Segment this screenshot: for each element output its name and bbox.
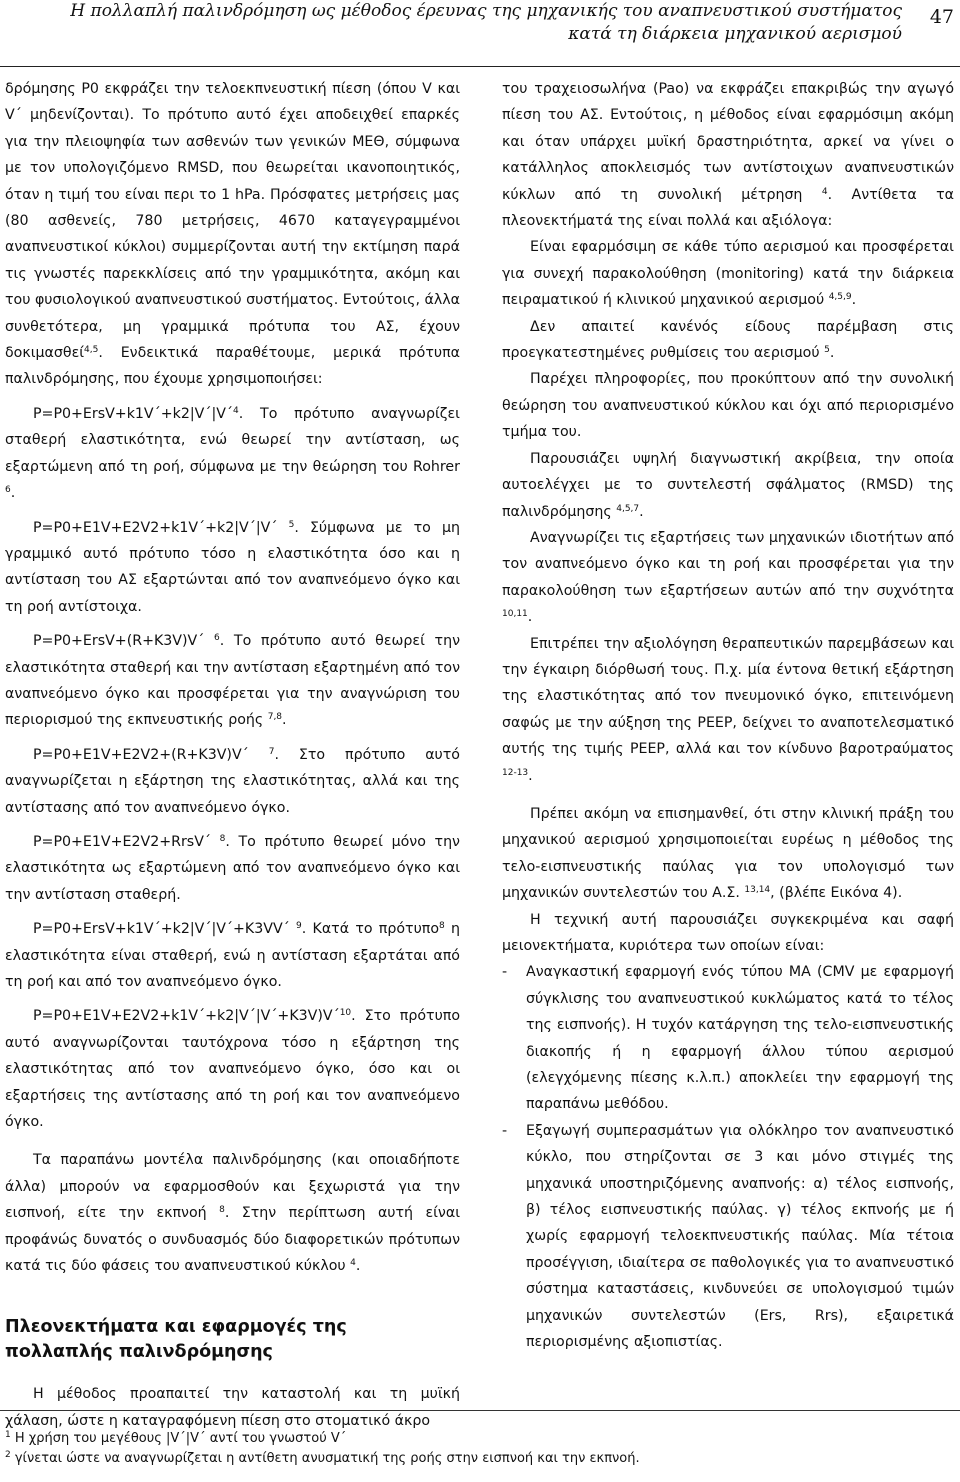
paragraph-intro: δρόμησης P0 εκφράζει την τελοεκπνευστική πίεση (όπου V και V΄ μηδενίζονται). Το πρότυπο αυτό έχει αποδειχθεί επαρκές για την πλειοψηφία των ασθενών των γενικών ΜΕΘ, σύμφωνα με τον υπολογιζόμενο RMSD, που θεωρείται ικανοποιητικός, όταν η τιμή του είναι περι το 1 hPa. Πρόσφατες μετρήσεις μας (80 ασθενείς, 780 μετρήσεις, 4670 καταγεγραμμένοι αναπνευστικοί κύκλοι) συμμερίζονται αυτή την εκτίμηση παρά τις γνωστές παρεκκλίσεις από την γραμμικότητα, ακόμη και του φυσιολογικού αναπνευστικού συστήματος. Εντούτοις, άλλα συνθετότερα, μη γραμμικά πρότυπα του ΑΣ, έχουν δοκιμασθεί$^{4,5}$. Ενδεικτικά παραθέτουμε, μερικά πρότυπα παλινδρόμησης, που έχουμε χρησιμοποιήσει: xyxy=(5,81,460,388)
equation: P=P0+E1V+E2V2+k1V΄+k2|V΄|V΄+K3V)V΄ xyxy=(33,1008,340,1025)
regression-model-1: P=P0+ErsV+k1V΄+k2|V΄|V΄$^4$. Το πρότυπο αναγνωρίζει σταθερή ελαστικότητα, ενώ θεωρεί την αντίσταση, ως εξαρτώμενη από τη ροή, σύμφωνα με την θεώρηση του Rohrer $^6$. xyxy=(5,405,460,502)
regression-model-4: P=P0+E1V+E2V2+(R+K3V)V΄ $^7$. Στο πρότυπο αυτό αναγνωρίζεται η εξάρτηση της ελαστικότητας, αλλά και της αντίστασης από τον αναπνεόμενο όγκο. xyxy=(5,746,460,816)
advantage-accuracy: Παρουσιάζει υψηλή διαγνωστική ακρίβεια, την οποία αυτοελέγχει με το συντελεστή σφάλματος (RMSD) της παλινδρόμησης $^{4,5,7}$. xyxy=(502,450,954,520)
regression-model-2: P=P0+E1V+E2V2+k1V΄+k2|V΄|V΄ $^5$. Σύμφωνα με το μη γραμμικό αυτό πρότυπο τόσο η ελαστικότητα όσο και η αντίσταση του ΑΣ εξαρτώνται από τον αναπνεόμενο όγκο και τη ροή αντίστοιχα. xyxy=(5,519,461,615)
page-header xyxy=(0,0,960,67)
right-column xyxy=(502,76,954,1356)
regression-model-5: P=P0+E1V+E2V2+RrsV΄ $^8$. Το πρότυπο θεωρεί μόνο την ελαστικότητα ως εξαρτώμενη από τον αναπνεόμενο όγκο και την αντίσταση σταθερή. xyxy=(5,833,460,903)
footnote-1: $^1$ Η χρήση του μεγέθους |V΄|V΄ αντί του γνωστού V΄ xyxy=(5,1430,347,1446)
left-column xyxy=(5,76,460,1434)
running-title xyxy=(70,0,902,46)
list-item: - Εξαγωγή συμπερασμάτων για ολόκληρο τον αναπνευστικό κύκλο, που στηρίζονται σε 3 και μόνο στιγμές της μηχανικά υποστηριζόμενης αναπνοής: α) τέλος εισπνοής, β) τέλος εισπνευστικής παύλας. γ) τέλος εκπνοής με ή χωρίς εφαρμογή τελοεκπνευστικής παύλας. Μία τέτοια προσέγγιση, ιδιαίτερα σε παθολογικές για το αναπνευστικό σύστημα καταστάσεις, κινδυνεύει σε υπολογισμού τιμών μηχανικών συντελεστών (Ers, Rrs), εξαιρετικά περιορισμένης αξιοπιστίας. xyxy=(502,1118,954,1356)
footnotes xyxy=(0,1410,960,1469)
paragraph-models-usage: Τα παραπάνω μοντέλα παλινδρόμησης (και οποιαδήποτε άλλα) μπορούν να εφαρμοσθούν και ξεχωριστά για την εισπνοή, είτε την εκπνοή $^8$. Στην περίπτωση αυτή είναι προφάνώς δυνατός ο συνδυασμός δύο διαφορετικών πρότυπων κατά τις δύο φάσεις του αναπνευστικού κύκλου $^4$. xyxy=(5,1152,460,1275)
equation: P=P0+ErsV+(R+K3V)V΄ xyxy=(33,633,205,650)
list-item: - Αναγκαστική εφαρμογή ενός τύπου ΜΑ (CMV με εφαρμογή σύγκλισης του αναπνευστικού κυκλώματος κατά το τέλος της εισπνοής). Η τυχόν κατάργηση της τελο-εισπνευστικής διακοπής ή η εφαρμογή άλλου τύπου αερισμού (ελεγχόμενης πίεσης κ.λ.π.) αποκλείει την εφαρμογή της παραπάνω μεθόδου. xyxy=(502,959,954,1117)
paragraph-method-requirements: Η μέθοδος προαπαιτεί την καταστολή και τη μυϊκή χάλαση, ώστε η καταγραφόμενη πίεση στο στοματικό άκρο xyxy=(5,1386,460,1429)
equation: P=P0+E1V+E2V2+RrsV΄ xyxy=(33,833,211,850)
equation: P=P0+ErsV+k1V΄+k2|V΄|V΄ xyxy=(33,405,234,422)
paragraph-end-inspiratory-pause: Πρέπει ακόμη να επισημανθεί, ότι στην κλινική πράξη του μηχανικού αερισμού χρησιμοποιείται ευρέως η μέθοδος της τελο-εισπνευστικής παύλας για τον υπολογισμό των μηχανικών συντελεστών του Α.Σ. $^{13,14}$, (βλέπε Εικόνα 4). xyxy=(502,805,954,902)
advantage-whole-cycle: Παρέχει πληροφορίες, που προκύπτουν από την συνολική θεώρηση του αναπνευστικού κύκλου και όχι από περιορισμένο τμήμα του. xyxy=(502,371,954,441)
disadvantages-list xyxy=(502,959,954,1355)
footnote-marker: 1 xyxy=(5,1430,11,1440)
equation: P=P0+E1V+E2V2+k1V΄+k2|V΄|V΄ xyxy=(33,519,278,536)
advantage-applicable: Είναι εφαρμόσιμη σε κάθε τύπο αερισμού και προσφέρεται για συνεχή παρακολούθηση (monitoring) κατά την διάρκεια πειραματικού ή κλινικού μηχανικού αερισμού $^{4,5,9}$. xyxy=(502,239,954,309)
advantage-no-intervention: Δεν απαιτεί κανένός είδους παρέμβαση στις προεγκατεστημένες ρυθμίσεις του αερισμού $^5$. xyxy=(502,318,954,362)
paragraph-continuation: του τραχειοσωλήνα (Pao) να εκφράζει επακριβώς την αγωγό πίεση του ΑΣ. Εντούτοις, η μέθοδος είναι εφαρμόσιμη ακόμη και όταν υπάρχει μυϊκή δραστηριότητα, αρκεί να γίνει ο κατάλληλος αποκλεισμός των αντίστοιχων αναπνευστικών κύκλων από τη συνολική μέτρηση $^4$. Αντίθετα τα πλεονεκτήματά της είναι πολλά και αξιόλογα: xyxy=(502,81,955,230)
footnote-2: $^2$ γίνεται ώστε να αναγνωρίζεται η αντίθετη ανυσματική της ροής στην εισπνοή και την εκπνοή. xyxy=(5,1450,640,1466)
regression-model-7: P=P0+E1V+E2V2+k1V΄+k2|V΄|V΄+K3V)V΄$^{10}$. Στο πρότυπο αυτό αναγνωρίζονται ταυτόχρονα τόσο η εξάρτηση της ελαστικότητας από τον αναπνεόμενο όγκο, όσο και οι εξαρτήσεις της αντίστασης από τη ροή και τον αναπνεόμενο όγκο. xyxy=(5,1008,460,1131)
regression-model-3: P=P0+ErsV+(R+K3V)V΄ $^6$. Το πρότυπο αυτό θεωρεί την ελαστικότητα σταθερή και την αντίσταση εξαρτημένη από τον αναπνεόμενο όγκο και προσφέρεται για την αναγνώριση του περιορισμού της εκπνευστικής ροής $^{7,8}$. xyxy=(5,633,460,729)
regression-model-6: P=P0+ErsV+k1V΄+k2|V΄|V΄+K3VV΄ $^9$. Κατά το πρότυπο$^8$ η ελαστικότητα είναι σταθερή, ενώ η αντίσταση εξαρτάται από τη ροή και από τον αναπνεόμενο όγκο. xyxy=(5,921,460,990)
running-title-line-1: Η πολλαπλή παλινδρόμηση ως μέθοδος έρευνας της μηχανικής του αναπνευστικού συστήματος xyxy=(70,1,902,21)
running-title-line-2: κατά τη διάρκεια μηχανικού αερισμού xyxy=(568,24,902,44)
equation: P=P0+E1V+E2V2+(R+K3V)V΄ xyxy=(33,746,249,763)
page-number: 47 xyxy=(929,6,954,28)
footnote-marker: 2 xyxy=(5,1450,11,1460)
paragraph-disadvantages-intro: Η τεχνική αυτή παρουσιάζει συγκεκριμένα και σαφή μειονεκτήματα, κυριότερα των οποίων είναι: xyxy=(502,911,954,954)
section-heading: Πλεονεκτήματα και εφαρμογές της πολλαπλής παλινδρόμησης xyxy=(5,1317,347,1363)
advantage-dependencies: Αναγνωρίζει τις εξαρτήσεις των μηχανικών ιδιοτήτων από τον αναπνεόμενο όγκο και τη ροή και προσφέρεται για την παρακολούθηση των εξαρτήσεων αυτών από την συχνότητα $^{10,11}$. xyxy=(502,529,954,626)
advantage-therapy-evaluation: Επιτρέπει την αξιολόγηση θεραπευτικών παρεμβάσεων και την έγκαιρη διόρθωσή τους. Π.χ. μία έντονα θετική εξάρτηση της ελαστικότητας από τον πνευμονικό όγκο, επιτεινόμενη σαφώς με την αύξηση της PEEP, δείχνει το αναποτελεσματικό αυτής της τιμής PEEP, αλλά και τον κίνδυνο βαροτραύματος $^{12-13}$. xyxy=(502,635,954,784)
equation: P=P0+ErsV+k1V΄+k2|V΄|V΄+K3VV΄ xyxy=(33,921,290,938)
